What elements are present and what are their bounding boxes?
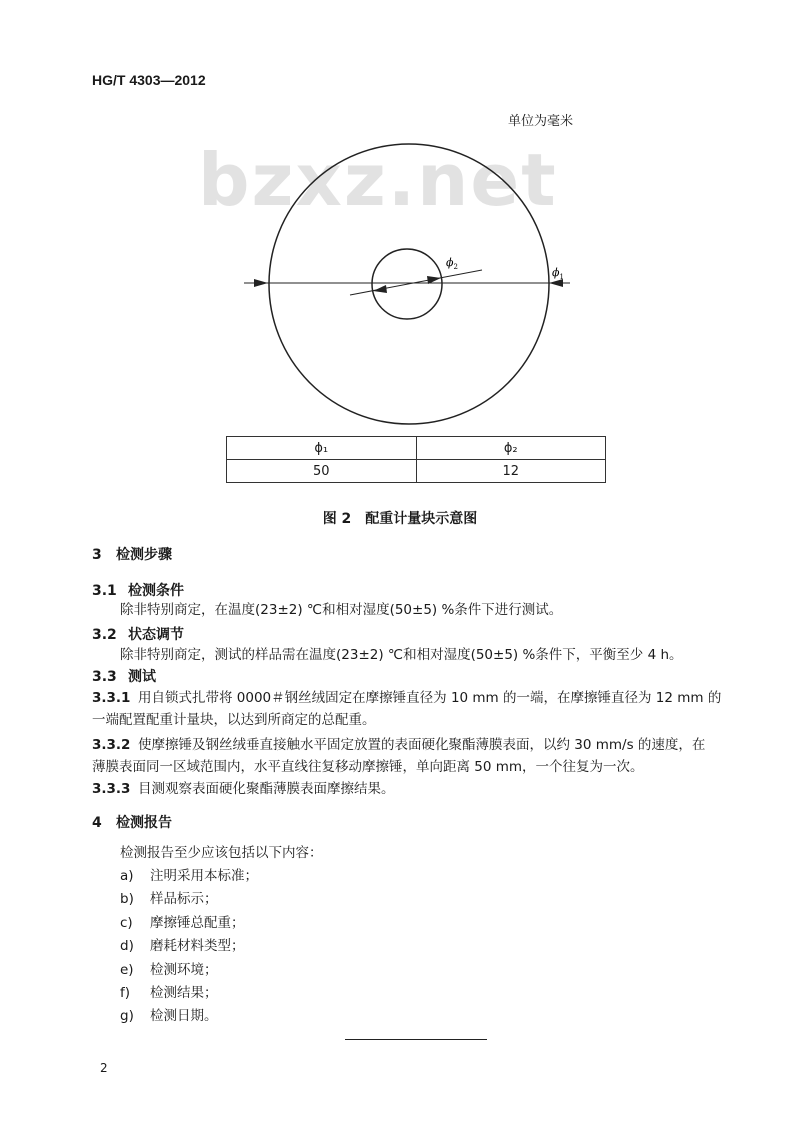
end-rule xyxy=(345,1039,487,1040)
watermark: bzxz.net xyxy=(198,138,558,222)
section-3-3-3-text: 3.3.3 目测观察表面硬化聚酯薄膜表面摩擦结果。 xyxy=(92,781,395,797)
table-value-phi2: 12 xyxy=(416,460,606,483)
section-3-3-heading: 3.3 测试 xyxy=(92,669,156,685)
section-4-intro: 检测报告至少应该包括以下内容： xyxy=(120,845,323,861)
dimension-table xyxy=(226,436,606,483)
list-item: a) 注明采用本标准； xyxy=(120,868,258,884)
section-3-2-text: 除非特别商定，测试的样品需在温度(23±2) ℃和相对湿度(50±5) %条件下，平衡至少 4 h。 xyxy=(120,647,683,663)
label-phi2: $\phi_2$ xyxy=(446,256,458,271)
section-3-3-1-line2: 一端配置配重计量块，以达到所商定的总配重。 xyxy=(92,712,376,728)
section-4-heading: 4 检测报告 xyxy=(92,815,172,831)
list-item: f) 检测结果； xyxy=(120,984,218,1001)
arrow-inner-left xyxy=(373,285,387,293)
table-header-phi1: ϕ₁ xyxy=(227,437,417,460)
unit-note: 单位为毫米 xyxy=(508,114,574,129)
label-phi1: $\phi_1$ xyxy=(552,266,564,281)
section-3-2-heading: 3.2 状态调节 xyxy=(92,627,184,643)
report-items-list xyxy=(120,864,258,1028)
page-number: 2 xyxy=(100,1061,108,1075)
figure-caption: 图 2 配重计量块示意图 xyxy=(322,511,478,527)
table-header-phi2: ϕ₂ xyxy=(416,437,606,460)
table-value-phi1: 50 xyxy=(227,460,417,483)
section-3-3-2-line1: 3.3.2 使摩擦锤及钢丝绒垂直接触水平固定放置的表面硬化聚酯薄膜表面，以约 30 mm/s 的速度，在 xyxy=(92,737,706,753)
standard-code: HG/T 4303—2012 xyxy=(92,72,206,88)
list-item: b) 样品标示； xyxy=(120,891,218,908)
list-item: e) 检测环境； xyxy=(120,961,218,978)
arrow-left-outer xyxy=(254,279,268,287)
list-item: g) 检测日期。 xyxy=(120,1008,218,1025)
section-3-3-2-line2: 薄膜表面同一区域范围内，水平直线往复移动摩擦锤，单向距离 50 mm，一个往复为一次。 xyxy=(92,759,644,775)
list-item: d) 磨耗材料类型； xyxy=(120,938,245,955)
section-3-1-text: 除非特别商定，在温度(23±2) ℃和相对湿度(50±5) %条件下进行测试。 xyxy=(120,602,563,618)
section-3-1-heading: 3.1 检测条件 xyxy=(92,583,184,599)
list-item: c) 摩擦锤总配重； xyxy=(120,914,245,931)
section-3-heading: 3 检测步骤 xyxy=(92,547,172,563)
section-3-3-1-line1: 3.3.1 用自锁式扎带将 0000＃钢丝绒固定在摩擦锤直径为 10 mm 的一端，在摩擦锤直径为 12 mm 的 xyxy=(92,690,722,706)
